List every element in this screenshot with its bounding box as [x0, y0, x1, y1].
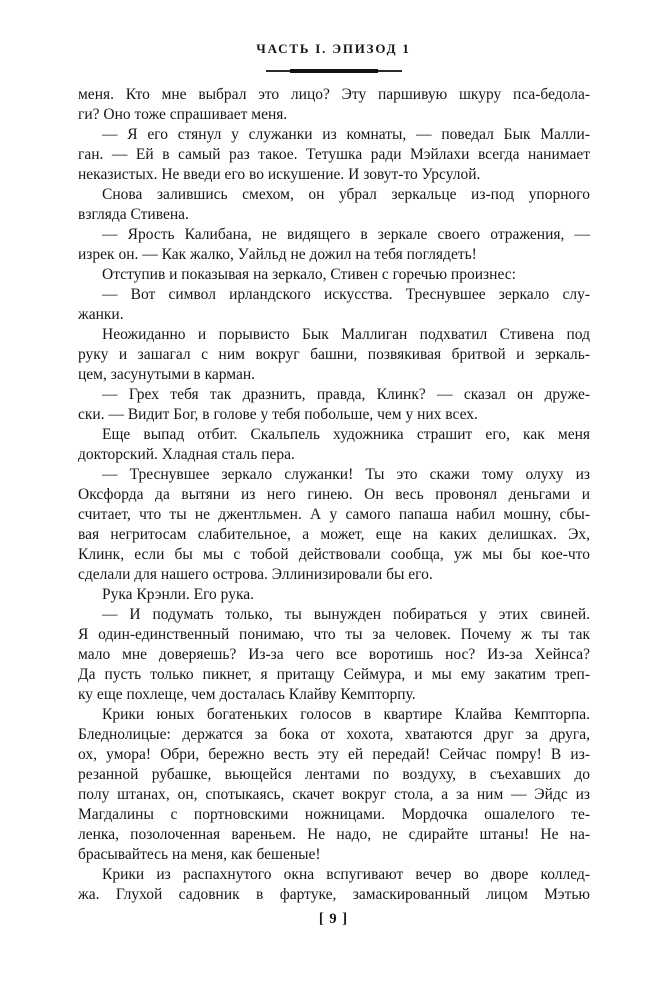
text-line: Еще выпад отбит. Скальпель художника страшит его, как меня — [102, 426, 590, 443]
text-line: неказистых. Не введи его во искушение. И зовут-то Урсулой. — [78, 166, 481, 183]
text-line: жа. Глухой садовник в фартуке, замаскированный лицом Мэтью — [78, 886, 590, 903]
text-line: ленка, позолоченная вареньем. Не надо, не сдирайте штаны! Не на- — [78, 826, 590, 843]
text-line: Крики юных богатеньких голосов в квартире Клайва Кемпторпа. — [102, 706, 590, 723]
text-line: ку еще похлеще, чем досталась Клайву Кемпторпу. — [78, 686, 416, 703]
text-line: Я один-единственный понимаю, что ты за человек. Почему ж ты так — [78, 626, 590, 643]
text-line: сделали для нашего острова. Эллинизировали бы его. — [78, 566, 433, 583]
text-line: Снова залившись смехом, он убрал зеркальце из-под упорного — [102, 186, 590, 203]
page-number: [ 9 ] — [318, 911, 349, 927]
text-line: — И подумать только, ты вынужден побираться у этих свиней. — [102, 606, 590, 623]
text-line: руку и зашагал с ним вокруг башни, позвякивая бритвой и зеркаль- — [78, 346, 590, 363]
text-line: полу штанах, он, спотыкаясь, скачет вокруг стола, а за ним — Эйдс из — [78, 786, 590, 803]
text-line: докторский. Хладная сталь пера. — [78, 446, 295, 463]
section-divider — [266, 68, 402, 74]
text-line: Клинк, если бы мы с тобой действовали сообща, уж мы бы кое-что — [78, 546, 590, 563]
text-line: меня. Кто мне выбрал это лицо? Эту паршивую шкуру пса-бедола- — [78, 86, 590, 103]
text-line: — Ярость Калибана, не видящего в зеркале своего отражения, — — [102, 226, 590, 243]
text-line: считает, что ты не джентльмен. А у самого папаша набил мошну, сбы- — [78, 506, 590, 523]
text-line: резанной рубашке, вьющейся лентами по воздуху, в съехавших до — [78, 766, 590, 783]
divider-thick-rule — [290, 69, 378, 73]
text-line: Крики из распахнутого окна вспугивают вечер во дворе коллед- — [102, 866, 590, 883]
text-line: Магдалины с портновскими ножницами. Мордочка ошалелого те- — [78, 806, 590, 823]
text-line: — Вот символ ирландского искусства. Треснувшее зеркало слу- — [102, 286, 590, 303]
text-line: ски. — Видит Бог, в голове у тебя побольше, чем у них всех. — [78, 406, 478, 423]
text-line: Неожиданно и порывисто Бык Маллиган подхватил Стивена под — [102, 326, 590, 343]
text-line: Оксфорда да вытяни из него гинею. Он весь провонял деньгами и — [78, 486, 590, 503]
text-line: — Я его стянул у служанки из комнаты, — поведал Бык Малли- — [102, 126, 590, 143]
text-line: ган. — Ей в самый раз такое. Тетушка ради Мэйлахи всегда нанимает — [78, 146, 590, 163]
text-line: ох, умора! Обри, бережно весть эту ей передай! Сейчас помру! В из- — [78, 746, 590, 763]
text-line: Бледнолицые: держатся за бока от хохота, хватаются друг за друга, — [78, 726, 590, 743]
chapter-header: ЧАСТЬ I. ЭПИЗОД 1 — [256, 41, 411, 56]
text-line: цем, засунутыми в карман. — [78, 366, 256, 383]
text-line: взгляда Стивена. — [78, 206, 189, 223]
text-line: — Треснувшее зеркало служанки! Ты это скажи тому олуху из — [102, 466, 590, 483]
text-line: изрек он. — Как жалко, Уайльд не дожил на тебя поглядеть! — [78, 246, 477, 263]
text-line: — Грех тебя так дразнить, правда, Клинк? — сказал он друже- — [102, 386, 590, 403]
text-block — [78, 85, 590, 905]
text-line: вая негритосам слабительное, а может, еще на каких делишках. Эх, — [78, 526, 590, 543]
text-line: ги? Оно тоже спрашивает меня. — [78, 106, 288, 123]
text-line: брасывайтесь на меня, как бешеные! — [78, 846, 321, 863]
text-line: жанки. — [78, 306, 124, 323]
text-line: мало мне доверяешь? Из-за чего все воротишь нос? Из-за Хейнса? — [78, 646, 590, 663]
text-line: Рука Крэнли. Его рука. — [102, 586, 255, 603]
text-line: Да пусть только пикнет, я притащу Сеймура, и мы ему закатим треп- — [78, 666, 590, 683]
text-line: Отступив и показывая на зеркало, Стивен с горечью произнес: — [102, 266, 516, 283]
